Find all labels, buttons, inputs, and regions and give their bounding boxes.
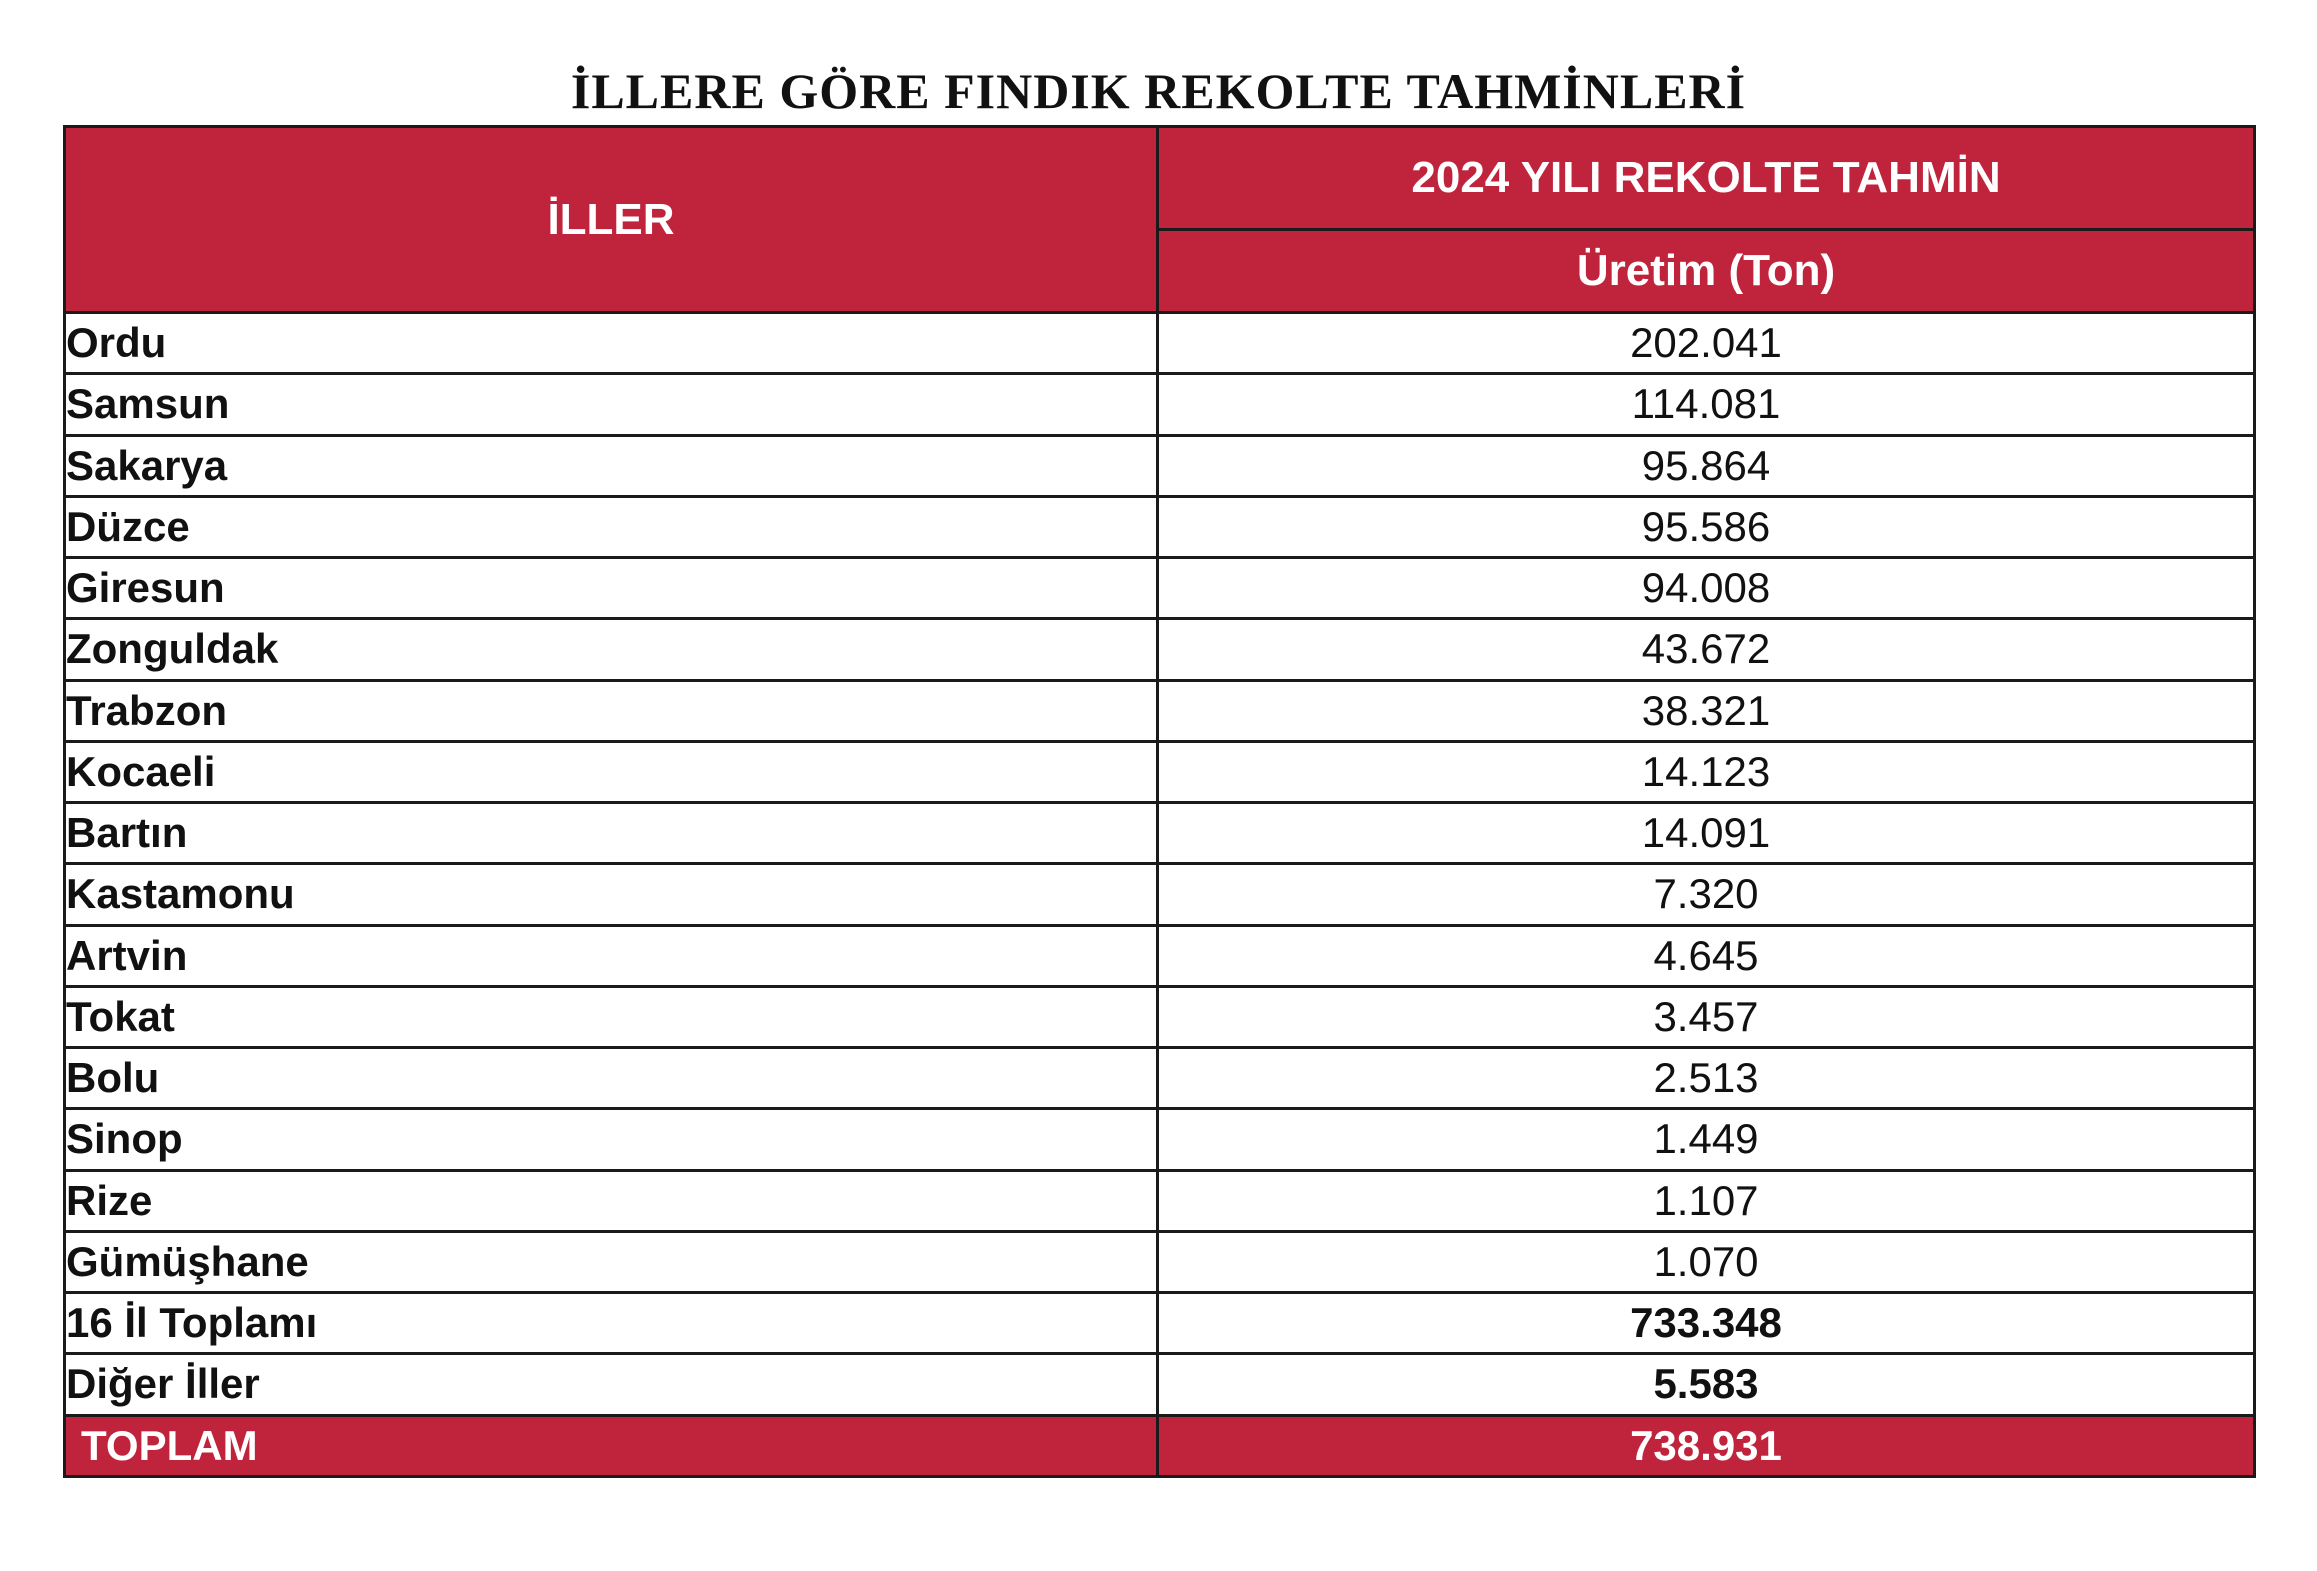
total-label: TOPLAM: [65, 1415, 1158, 1477]
province-name: Samsun: [65, 374, 1158, 435]
province-name: Bartın: [65, 803, 1158, 864]
table-row: [65, 558, 2255, 619]
hazelnut-harvest-table: [63, 125, 2256, 1478]
table-row: [65, 925, 2255, 986]
province-name: Zonguldak: [65, 619, 1158, 680]
production-value: 3.457: [1158, 986, 2255, 1047]
header-2024-estimate: 2024 YILI REKOLTE TAHMİN: [1158, 127, 2255, 230]
province-name: Kocaeli: [65, 741, 1158, 802]
header-production-tons: Üretim (Ton): [1158, 230, 2255, 313]
province-name: Sinop: [65, 1109, 1158, 1170]
production-value: 38.321: [1158, 680, 2255, 741]
production-value: 1.107: [1158, 1170, 2255, 1231]
province-name: Gümüşhane: [65, 1231, 1158, 1292]
table-row: [65, 1170, 2255, 1231]
other-provinces-label: Diğer İller: [65, 1354, 1158, 1415]
table-row: [65, 496, 2255, 557]
table-row: [65, 741, 2255, 802]
subtotal-row: [65, 1293, 2255, 1354]
table-row: [65, 1048, 2255, 1109]
production-value: 2.513: [1158, 1048, 2255, 1109]
total-row: [65, 1415, 2255, 1477]
table-row: [65, 1231, 2255, 1292]
table-row: [65, 313, 2255, 374]
province-name: Bolu: [65, 1048, 1158, 1109]
province-name: Tokat: [65, 986, 1158, 1047]
table-row: [65, 374, 2255, 435]
table-row: [65, 986, 2255, 1047]
province-name: Artvin: [65, 925, 1158, 986]
table-row: [65, 435, 2255, 496]
production-value: 43.672: [1158, 619, 2255, 680]
production-value: 7.320: [1158, 864, 2255, 925]
total-value: 738.931: [1158, 1415, 2255, 1477]
other-provinces-row: [65, 1354, 2255, 1415]
subtotal-value: 733.348: [1158, 1293, 2255, 1354]
province-name: Trabzon: [65, 680, 1158, 741]
production-value: 14.123: [1158, 741, 2255, 802]
table-row: [65, 619, 2255, 680]
header-provinces: İLLER: [65, 127, 1158, 313]
table-row: [65, 680, 2255, 741]
document-title: İLLERE GÖRE FINDIK REKOLTE TAHMİNLERİ: [570, 63, 1747, 119]
production-value: 114.081: [1158, 374, 2255, 435]
production-value: 1.449: [1158, 1109, 2255, 1170]
other-provinces-value: 5.583: [1158, 1354, 2255, 1415]
table-row: [65, 803, 2255, 864]
production-value: 202.041: [1158, 313, 2255, 374]
production-value: 95.864: [1158, 435, 2255, 496]
table-row: [65, 864, 2255, 925]
province-name: Kastamonu: [65, 864, 1158, 925]
province-name: Giresun: [65, 558, 1158, 619]
production-value: 95.586: [1158, 496, 2255, 557]
production-value: 4.645: [1158, 925, 2255, 986]
production-value: 14.091: [1158, 803, 2255, 864]
production-value: 94.008: [1158, 558, 2255, 619]
province-name: Ordu: [65, 313, 1158, 374]
province-name: Rize: [65, 1170, 1158, 1231]
production-value: 1.070: [1158, 1231, 2255, 1292]
subtotal-label: 16 İl Toplamı: [65, 1293, 1158, 1354]
province-name: Sakarya: [65, 435, 1158, 496]
province-name: Düzce: [65, 496, 1158, 557]
table-row: [65, 1109, 2255, 1170]
